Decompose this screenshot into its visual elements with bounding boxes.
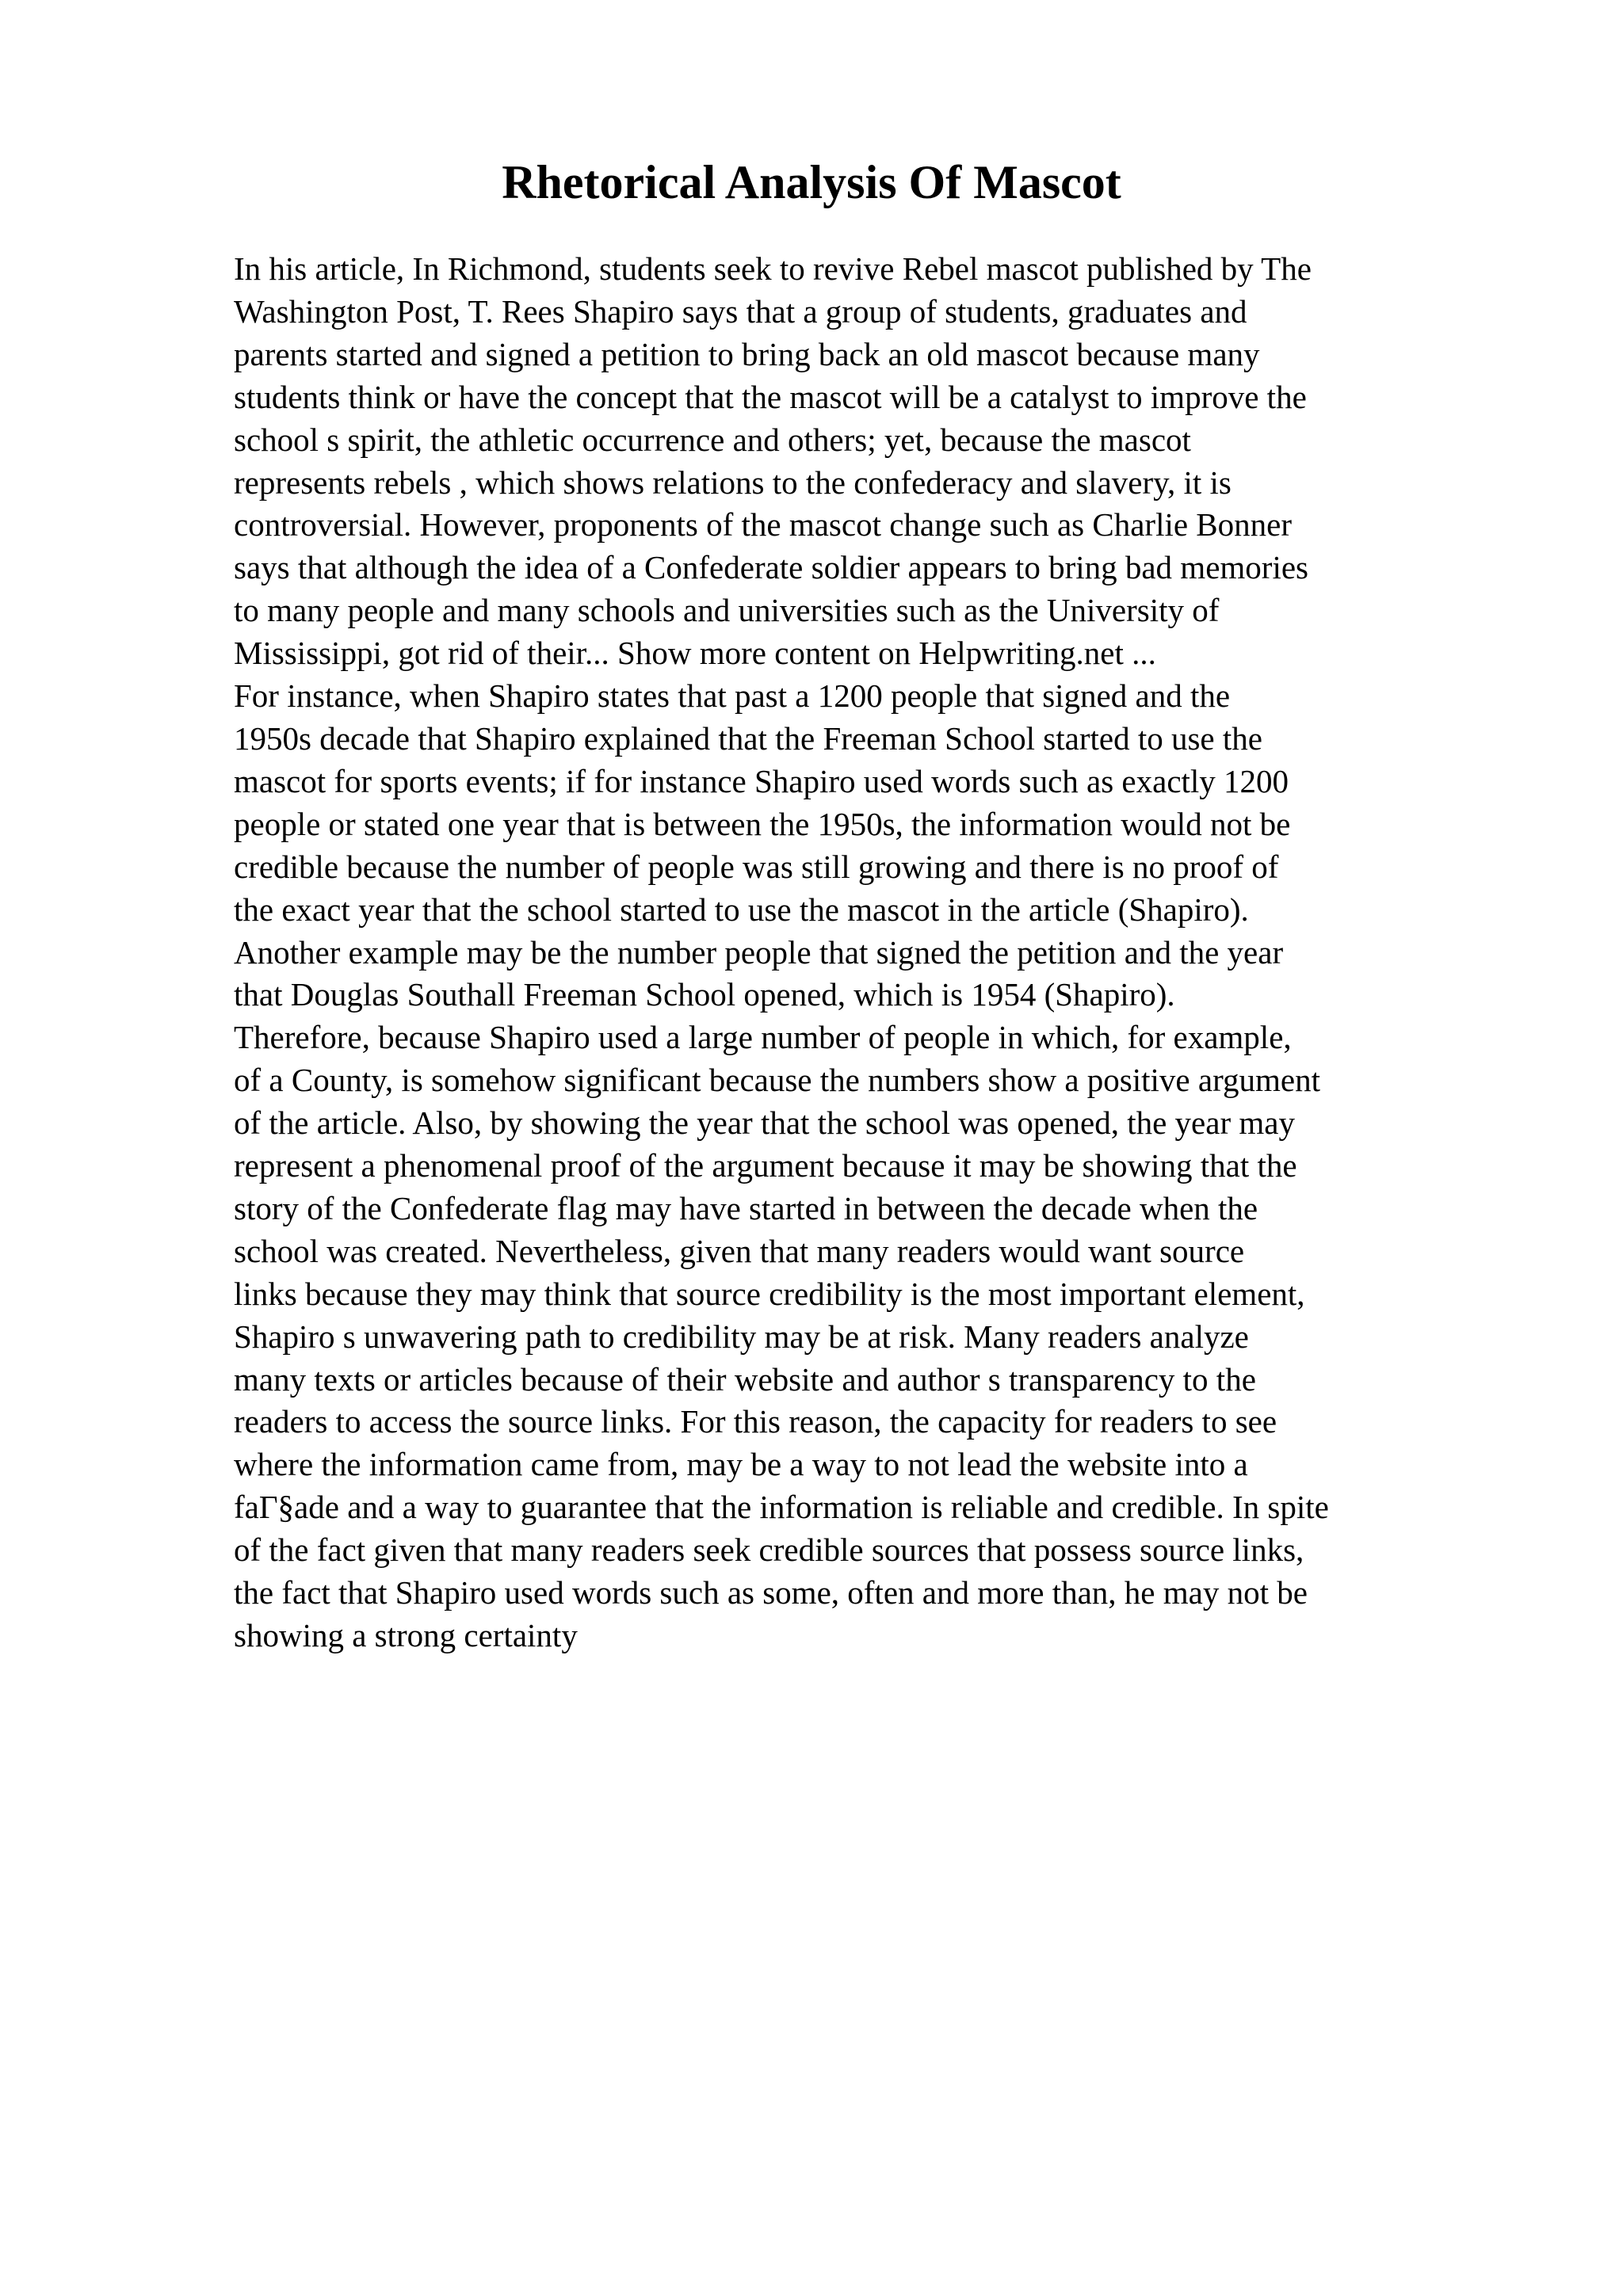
body-line: readers to access the source links. For this reason, the capacity for readers to see	[234, 1403, 1277, 1440]
body-line: parents started and signed a petition to bring back an old mascot because many	[234, 335, 1260, 372]
body-line: credible because the number of people was still growing and there is no proof of	[234, 848, 1279, 885]
body-line: the exact year that the school started to use the mascot in the article (Shapiro).	[234, 891, 1249, 928]
body-line: says that although the idea of a Confederate soldier appears to bring bad memories	[234, 549, 1308, 586]
body-line: of a County, is somehow significant because the numbers show a positive argument	[234, 1062, 1320, 1099]
body-line: 1950s decade that Shapiro explained that the Freeman School started to use the	[234, 719, 1262, 757]
body-line: of the article. Also, by showing the year that the school was opened, the year may	[234, 1104, 1295, 1142]
body-line: school was created. Nevertheless, given that many readers would want source	[234, 1232, 1245, 1269]
body-line: students think or have the concept that the mascot will be a catalyst to improve the	[234, 378, 1307, 415]
body-line: controversial. However, proponents of the mascot change such as Charlie Bonner	[234, 506, 1293, 543]
body-line: many texts or articles because of their website and author s transparency to the	[234, 1360, 1256, 1398]
document-body	[234, 248, 1486, 1657]
body-line: the fact that Shapiro used words such as some, often and more than, he may not be	[234, 1574, 1308, 1611]
body-line: Therefore, because Shapiro used a large number of people in which, for example,	[234, 1019, 1292, 1056]
body-line: where the information came from, may be a way to not lead the website into a	[234, 1446, 1248, 1483]
body-line: For instance, when Shapiro states that past a 1200 people that signed and the	[234, 677, 1231, 715]
body-line: Mississippi, got rid of their... Show more content on Helpwriting.net ...	[234, 635, 1156, 672]
document-title: Rhetorical Analysis Of Mascot	[502, 156, 1121, 208]
body-line: mascot for sports events; if for instance Shapiro used words such as exactly 1200	[234, 762, 1289, 799]
body-line: people or stated one year that is between the 1950s, the information would not be	[234, 805, 1291, 842]
body-line: Shapiro s unwavering path to credibility may be at risk. Many readers analyze	[234, 1318, 1249, 1355]
body-line: that Douglas Southall Freeman School opened, which is 1954 (Shapiro).	[234, 976, 1175, 1013]
body-line: represent a phenomenal proof of the argument because it may be showing that the	[234, 1147, 1297, 1184]
body-line: links because they may think that source credibility is the most important element,	[234, 1275, 1305, 1312]
body-line: In his article, In Richmond, students seek to revive Rebel mascot published by The	[234, 250, 1312, 287]
body-line: of the fact given that many readers seek credible sources that possess source links,	[234, 1531, 1304, 1569]
body-line: to many people and many schools and universities such as the University of	[234, 592, 1220, 629]
body-line: story of the Confederate flag may have started in between the decade when the	[234, 1189, 1258, 1226]
body-line: school s spirit, the athletic occurrence and others; yet, because the mascot	[234, 421, 1191, 458]
body-line: Washington Post, T. Rees Shapiro says that a group of students, graduates and	[234, 292, 1247, 330]
body-line: Another example may be the number people that signed the petition and the year	[234, 933, 1284, 971]
body-line: represents rebels , which shows relations to the confederacy and slavery, it is	[234, 463, 1232, 501]
body-line: showing a strong certainty	[234, 1617, 578, 1653]
body-line: faГ§ade and a way to guarantee that the information is reliable and credible. In spite	[234, 1489, 1329, 1526]
